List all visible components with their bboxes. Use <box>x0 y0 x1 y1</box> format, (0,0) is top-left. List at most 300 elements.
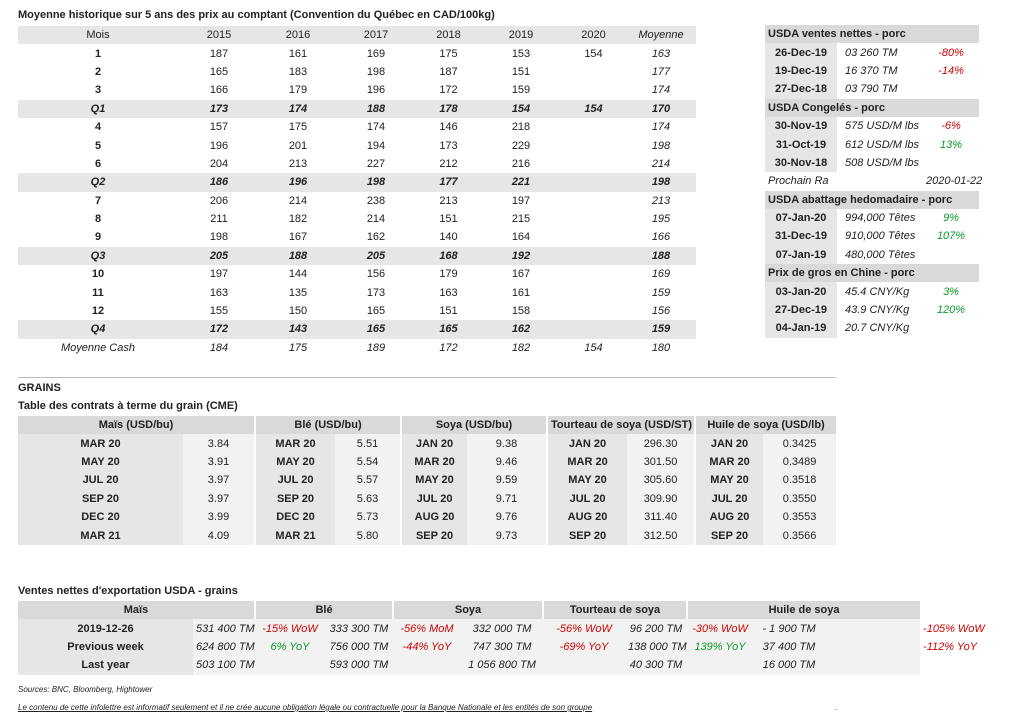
hist-value-cell: 205 <box>336 247 416 265</box>
usda-section-title: USDA ventes nettes - porc <box>765 25 979 43</box>
export-change-cell <box>255 656 325 674</box>
historic-prices-table <box>18 26 696 357</box>
hist-value-cell: 192 <box>481 247 561 265</box>
export-change-cell: 139% YoY <box>687 638 753 656</box>
futures-month-cell: MAY 20 <box>695 471 763 489</box>
hist-value-cell: 215 <box>511 213 531 226</box>
usda-date-cell: 27-Dec-18 <box>765 80 837 98</box>
export-row <box>18 656 920 674</box>
futures-month-cell: JUL 20 <box>18 471 183 489</box>
usda-section-title: USDA Congelés - porc <box>765 99 979 117</box>
hist-value-cell <box>561 81 626 99</box>
export-change-cell <box>687 656 753 674</box>
hist-value-cell: 213 <box>651 194 671 207</box>
hist-value-cell: 184 <box>209 341 229 354</box>
hist-value-cell: 162 <box>366 231 386 244</box>
hist-month-cell: 11 <box>92 286 104 299</box>
futures-month-cell: MAY 20 <box>401 471 467 489</box>
hist-value-cell: 166 <box>209 84 229 97</box>
usda-row <box>765 80 979 98</box>
hist-value-cell: 174 <box>651 84 671 97</box>
usda-change-cell: 9% <box>943 212 959 225</box>
usda-section-title: USDA abattage hedomadaire - porc <box>765 191 979 209</box>
export-header-cell: Tourteau de soya <box>543 601 687 619</box>
futures-price-cell: 0.3425 <box>763 434 836 452</box>
export-change-cell: -15% WoW <box>255 619 325 637</box>
futures-row <box>18 490 836 508</box>
hist-row <box>18 155 696 173</box>
hist-value-cell: 218 <box>511 121 531 134</box>
hist-value-cell: 201 <box>288 139 308 152</box>
export-volume-cell: 756 000 TM <box>325 638 393 656</box>
usda-date-cell: 31-Oct-19 <box>765 135 837 153</box>
hist-value-cell: 167 <box>288 231 308 244</box>
futures-row <box>18 526 836 544</box>
hist-header-cell: 2015 <box>178 26 260 44</box>
hist-value-cell: 162 <box>481 320 561 338</box>
hist-month-cell: 12 <box>91 305 105 318</box>
hist-value-cell: 186 <box>178 173 260 191</box>
hist-value-cell: 196 <box>260 173 336 191</box>
hist-value-cell <box>561 210 626 228</box>
hist-value-cell: 182 <box>511 341 531 354</box>
usda-date-cell: 30-Nov-18 <box>765 154 837 172</box>
futures-price-cell: 9.71 <box>467 490 547 508</box>
hist-value-cell: 188 <box>260 247 336 265</box>
hist-value-cell: 158 <box>511 305 531 318</box>
hist-value-cell: 143 <box>260 320 336 338</box>
hist-row <box>18 320 696 338</box>
hist-value-cell: 212 <box>439 157 458 170</box>
futures-price-cell: 312.50 <box>627 526 695 544</box>
hist-month-cell: 1 <box>94 47 102 60</box>
export-row-label: Previous week <box>18 638 193 656</box>
futures-price-cell: 0.3489 <box>763 453 836 471</box>
hist-value-cell: 174 <box>651 121 671 134</box>
futures-price-cell: 311.40 <box>627 508 695 526</box>
hist-value-cell: 177 <box>651 65 671 78</box>
usda-row <box>765 43 979 61</box>
export-empty-cell <box>825 656 920 674</box>
hist-value-cell: 159 <box>626 320 696 338</box>
hist-value-cell <box>561 173 626 191</box>
hist-value-cell: 166 <box>651 231 671 244</box>
hist-header-cell: 2018 <box>416 26 481 44</box>
hist-value-cell: 179 <box>288 84 308 97</box>
export-row-label: Last year <box>18 656 193 674</box>
hist-value-cell: 165 <box>209 65 229 78</box>
export-header-cell: Blé <box>255 601 393 619</box>
usda-value-cell: 03 790 TM <box>845 83 898 96</box>
futures-price-cell: 305.60 <box>627 471 695 489</box>
usda-section-header <box>765 99 979 117</box>
futures-month-cell: MAR 20 <box>401 453 467 471</box>
export-change-cell: -44% YoY <box>393 638 461 656</box>
export-change-cell <box>393 656 461 674</box>
usda-value-cell: 20.7 CNY/Kg <box>845 322 910 335</box>
hist-value-cell: 161 <box>511 286 531 299</box>
hist-value-cell: 187 <box>439 65 458 78</box>
hist-value-cell: 164 <box>511 231 531 244</box>
hist-value-cell: 165 <box>336 320 416 338</box>
futures-price-cell: 5.80 <box>335 526 401 544</box>
usda-value-cell: 480,000 Têtes <box>845 248 916 261</box>
export-volume-cell: 96 200 TM <box>625 619 687 637</box>
hist-row <box>18 118 696 136</box>
hist-row <box>18 265 696 283</box>
hist-value-cell: 135 <box>288 286 308 299</box>
hist-value-cell: 197 <box>511 194 531 207</box>
hist-value-cell: 189 <box>366 341 386 354</box>
futures-price-cell: 301.50 <box>627 453 695 471</box>
futures-month-cell: DEC 20 <box>18 508 183 526</box>
usda-change-cell: 120% <box>936 304 966 317</box>
usda-row <box>765 246 979 264</box>
usda-change-cell <box>923 319 979 337</box>
hist-month-cell: Q4 <box>18 320 178 338</box>
futures-header-cell: Blé (USD/bu) <box>255 416 401 434</box>
hist-row <box>18 228 696 246</box>
usda-row <box>765 301 979 319</box>
hist-value-cell <box>561 247 626 265</box>
export-empty-cell <box>825 619 920 637</box>
futures-header-cell: Huile de soya (USD/lb) <box>695 416 836 434</box>
usda-row <box>765 227 979 245</box>
usda-change-cell: 13% <box>940 138 963 151</box>
usda-date-cell: 19-Dec-19 <box>765 62 837 80</box>
usda-date-cell: 04-Jan-19 <box>765 319 837 337</box>
hist-value-cell: 156 <box>651 305 671 318</box>
hist-value-cell: 172 <box>439 341 458 354</box>
futures-header-cell: Maïs (USD/bu) <box>18 416 255 434</box>
next-report-label: Prochain Ra <box>768 175 829 188</box>
futures-price-cell: 9.59 <box>467 471 547 489</box>
futures-month-cell: SEP 20 <box>18 490 183 508</box>
futures-month-cell: MAR 20 <box>695 453 763 471</box>
export-volume-cell: 16 000 TM <box>753 656 825 674</box>
hist-value-cell: 153 <box>511 47 531 60</box>
usda-row <box>765 135 979 153</box>
export-volume-cell: 138 000 TM <box>625 638 687 656</box>
futures-table-title: Table des contrats à terme du grain (CME) <box>18 400 238 412</box>
hist-value-cell: 165 <box>366 305 386 318</box>
hist-month-cell: 10 <box>91 268 105 281</box>
hist-value-cell: 196 <box>366 84 386 97</box>
hist-row <box>18 210 696 228</box>
export-table-title: Ventes nettes d'exportation USDA - grains <box>18 585 238 597</box>
hist-value-cell: 175 <box>439 47 458 60</box>
futures-header-cell: Tourteau de soya (USD/ST) <box>547 416 695 434</box>
futures-month-cell: JUL 20 <box>547 490 627 508</box>
export-header-cell: Maïs <box>18 601 255 619</box>
export-volume-cell: 531 400 TM <box>193 619 255 637</box>
export-change-cell: 6% YoY <box>255 638 325 656</box>
hist-value-cell <box>561 302 626 320</box>
futures-month-cell: MAR 20 <box>547 453 627 471</box>
hist-value-cell: 155 <box>209 305 229 318</box>
hist-value-cell: 214 <box>288 194 308 207</box>
hist-value-cell: 175 <box>288 341 308 354</box>
hist-value-cell: 197 <box>209 268 229 281</box>
usda-value-cell: 612 USD/M lbs <box>845 138 919 151</box>
usda-row <box>765 209 979 227</box>
hist-row <box>18 192 696 210</box>
hist-header-cell: Moyenne <box>626 26 696 44</box>
hist-value-cell <box>561 283 626 301</box>
futures-month-cell: JUL 20 <box>401 490 467 508</box>
usda-section-header <box>765 191 979 209</box>
export-volume-cell: 37 400 TM <box>753 638 825 656</box>
hist-month-cell: 7 <box>94 194 102 207</box>
usda-value-cell: 575 USD/M lbs <box>845 120 919 133</box>
usda-date-cell: 07-Jan-20 <box>765 209 837 227</box>
futures-price-cell: 9.76 <box>467 508 547 526</box>
hist-value-cell: 198 <box>651 139 671 152</box>
hist-value-cell: 175 <box>288 121 308 134</box>
export-volume-cell: 593 000 TM <box>325 656 393 674</box>
futures-month-cell: AUG 20 <box>401 508 467 526</box>
futures-price-cell: 5.51 <box>335 434 401 452</box>
hist-value-cell <box>561 155 626 173</box>
hist-value-cell: 170 <box>626 100 696 118</box>
export-volume-cell: - 1 900 TM <box>753 619 825 637</box>
hist-value-cell: 213 <box>439 194 458 207</box>
futures-month-cell: SEP 20 <box>547 526 627 544</box>
futures-month-cell: JAN 20 <box>547 434 627 452</box>
hist-header-row <box>18 26 696 44</box>
hist-value-cell: 154 <box>561 100 626 118</box>
hist-month-cell: 2 <box>94 65 102 78</box>
export-volume-cell: 333 300 TM <box>325 619 393 637</box>
hist-value-cell: 167 <box>511 268 531 281</box>
hist-month-cell: Q3 <box>18 247 178 265</box>
hist-value-cell: 163 <box>209 286 229 299</box>
hist-value-cell <box>561 118 626 136</box>
export-change-cell: -56% WoW <box>543 619 625 637</box>
usda-date-cell: 31-Dec-19 <box>765 227 837 245</box>
hist-value-cell: 182 <box>288 213 308 226</box>
hist-value-cell: 198 <box>209 231 229 244</box>
hist-value-cell: 227 <box>366 157 386 170</box>
hist-value-cell: 188 <box>626 247 696 265</box>
usda-change-cell <box>923 80 979 98</box>
futures-price-cell: 5.73 <box>335 508 401 526</box>
usda-date-cell: 26-Dec-19 <box>765 43 837 61</box>
hist-value-cell: 183 <box>288 65 308 78</box>
usda-row <box>765 62 979 80</box>
usda-date-cell: 27-Dec-19 <box>765 301 837 319</box>
usda-value-cell: 910,000 Têtes <box>845 230 916 243</box>
hist-value-cell: 187 <box>209 47 229 60</box>
export-volume-cell: 40 300 TM <box>625 656 687 674</box>
hist-value-cell <box>561 320 626 338</box>
usda-change-cell: 107% <box>936 230 966 243</box>
hist-value-cell: 173 <box>366 286 386 299</box>
futures-price-cell: 5.57 <box>335 471 401 489</box>
sources-note: Sources: BNC, Bloomberg, Hightower <box>18 685 153 694</box>
export-sales-table <box>18 601 985 675</box>
export-header-cell: Huile de soya <box>687 601 920 619</box>
section-divider <box>18 377 836 378</box>
hist-value-cell: 174 <box>366 121 386 134</box>
futures-price-cell: 3.84 <box>183 434 255 452</box>
usda-change-cell: -6% <box>941 120 961 133</box>
usda-date-cell: 30-Nov-19 <box>765 117 837 135</box>
usda-value-cell: 16 370 TM <box>845 64 898 77</box>
hist-value-cell: 151 <box>439 213 458 226</box>
export-change-cell <box>543 656 625 674</box>
export-volume-cell: 747 300 TM <box>461 638 543 656</box>
hist-value-cell: 204 <box>209 157 229 170</box>
usda-change-cell <box>923 154 979 172</box>
historic-prices-title: Moyenne historique sur 5 ans des prix au comptant (Convention du Québec en CAD/100kg) <box>18 9 495 21</box>
futures-month-cell: DEC 20 <box>255 508 335 526</box>
futures-month-cell: MAY 20 <box>547 471 627 489</box>
futures-price-cell: 0.3550 <box>763 490 836 508</box>
futures-month-cell: SEP 20 <box>401 526 467 544</box>
usda-date-cell: 03-Jan-20 <box>765 282 837 300</box>
hist-value-cell: 154 <box>481 100 561 118</box>
hist-value-cell: 150 <box>288 305 308 318</box>
hist-header-cell: 2016 <box>260 26 336 44</box>
hist-month-cell: 6 <box>94 157 102 170</box>
hist-value-cell <box>561 136 626 154</box>
futures-month-cell: SEP 20 <box>695 526 763 544</box>
hist-value-cell: 151 <box>511 65 531 78</box>
futures-price-cell: 5.63 <box>335 490 401 508</box>
futures-price-cell: 296.30 <box>627 434 695 452</box>
hist-month-cell: 3 <box>94 84 102 97</box>
futures-price-cell: 0.3566 <box>763 526 836 544</box>
hist-row <box>18 283 696 301</box>
hist-row <box>18 81 696 99</box>
export-volume-cell: 624 800 TM <box>193 638 255 656</box>
hist-value-cell: 180 <box>651 341 671 354</box>
hist-value-cell: 238 <box>366 194 386 207</box>
hist-row <box>18 173 696 191</box>
export-change-cell: -56% MoM <box>393 619 461 637</box>
usda-change-cell: 3% <box>943 285 959 298</box>
hist-header-cell: 2017 <box>336 26 416 44</box>
export-change-cell: -69% YoY <box>543 638 625 656</box>
grain-futures-table <box>18 416 836 545</box>
futures-month-cell: MAR 20 <box>255 434 335 452</box>
hist-value-cell: 194 <box>366 139 386 152</box>
hist-value-cell: 205 <box>178 247 260 265</box>
hist-value-cell <box>561 192 626 210</box>
futures-month-cell: AUG 20 <box>695 508 763 526</box>
usda-section-title: Prix de gros en Chine - porc <box>765 264 979 282</box>
hist-value-cell: 168 <box>416 247 481 265</box>
hist-month-cell: Q1 <box>18 100 178 118</box>
export-row-label: 2019-12-26 <box>18 619 193 637</box>
export-row: Previous week 624 800 TM 6% YoY 756 000 TM -44% YoY 747 300 TM -69% YoY 138 000 TM 139% YoY 37 400 TM -112% YoY <box>18 638 920 656</box>
hist-cash-label: Moyenne Cash <box>61 341 135 354</box>
hist-value-cell: 161 <box>288 47 308 60</box>
hist-value-cell: 221 <box>481 173 561 191</box>
hist-value-cell: 173 <box>439 139 458 152</box>
usda-section-header <box>765 264 979 282</box>
hist-value-cell: 169 <box>366 47 386 60</box>
futures-row <box>18 508 836 526</box>
futures-row <box>18 453 836 471</box>
hist-value-cell: 173 <box>178 100 260 118</box>
hist-month-cell: 8 <box>94 213 102 226</box>
hist-row <box>18 302 696 320</box>
hist-value-cell: 156 <box>366 268 386 281</box>
hist-value-cell: 172 <box>178 320 260 338</box>
hist-header-cell: 2020 <box>561 26 626 44</box>
futures-row <box>18 471 836 489</box>
futures-header-cell: Soya (USD/bu) <box>401 416 547 434</box>
export-volume-cell: 503 100 TM <box>193 656 255 674</box>
hist-row <box>18 44 696 62</box>
usda-value-cell: 43.9 CNY/Kg <box>845 304 910 317</box>
hist-value-cell: 172 <box>439 84 458 97</box>
usda-date-cell: 07-Jan-19 <box>765 246 837 264</box>
hist-value-cell: 169 <box>651 268 671 281</box>
futures-price-cell: 0.3553 <box>763 508 836 526</box>
usda-pork-panel <box>765 25 983 338</box>
export-header-cell: Soya <box>393 601 543 619</box>
futures-month-cell: JAN 20 <box>401 434 467 452</box>
next-report-date: 2020-01-22 <box>926 175 983 188</box>
usda-section-header <box>765 25 979 43</box>
hist-value-cell: 140 <box>439 231 458 244</box>
hist-row <box>18 100 696 118</box>
hist-row <box>18 136 696 154</box>
export-volume-cell: 332 000 TM <box>461 619 543 637</box>
hist-value-cell: 174 <box>260 100 336 118</box>
usda-row <box>765 154 979 172</box>
futures-month-cell: MAR 20 <box>18 434 183 452</box>
usda-value-cell: 508 USD/M lbs <box>845 156 919 169</box>
futures-month-cell: AUG 20 <box>547 508 627 526</box>
usda-row <box>765 319 979 337</box>
hist-value-cell: 198 <box>626 173 696 191</box>
usda-row <box>765 282 979 300</box>
hist-value-cell: 229 <box>511 139 531 152</box>
futures-price-cell: 9.73 <box>467 526 547 544</box>
futures-price-cell: 0.3518 <box>763 471 836 489</box>
futures-month-cell: JUL 20 <box>695 490 763 508</box>
futures-price-cell: 3.91 <box>183 453 255 471</box>
hist-value-cell: 206 <box>209 194 229 207</box>
usda-value-cell: 994,000 Têtes <box>845 212 916 225</box>
hist-value-cell: 216 <box>511 157 531 170</box>
hist-row <box>18 63 696 81</box>
hist-value-cell <box>561 228 626 246</box>
futures-price-cell: 9.38 <box>467 434 547 452</box>
futures-price-cell: 3.99 <box>183 508 255 526</box>
hist-value-cell: 214 <box>366 213 386 226</box>
futures-month-cell: MAR 21 <box>255 526 335 544</box>
hist-value-cell: 165 <box>416 320 481 338</box>
disclaimer-link[interactable]: Le contenu de cette infolettre est informatif seulement et il ne crée aucune obligation légale ou contractuelle pour la Banque Nationale et les entités de son groupe <box>18 703 593 712</box>
hist-month-cell: 9 <box>94 231 102 244</box>
usda-change-cell: -14% <box>938 64 964 77</box>
hist-month-cell: 4 <box>94 121 102 134</box>
hist-value-cell: 178 <box>416 100 481 118</box>
futures-price-cell: 309.90 <box>627 490 695 508</box>
usda-row <box>765 117 979 135</box>
export-change-cell: -30% WoW <box>687 619 753 637</box>
hist-value-cell: 211 <box>210 213 228 226</box>
hist-value-cell: 198 <box>336 173 416 191</box>
hist-header-cell: 2019 <box>481 26 561 44</box>
hist-value-cell: 151 <box>439 305 458 318</box>
usda-change-cell <box>923 246 979 264</box>
